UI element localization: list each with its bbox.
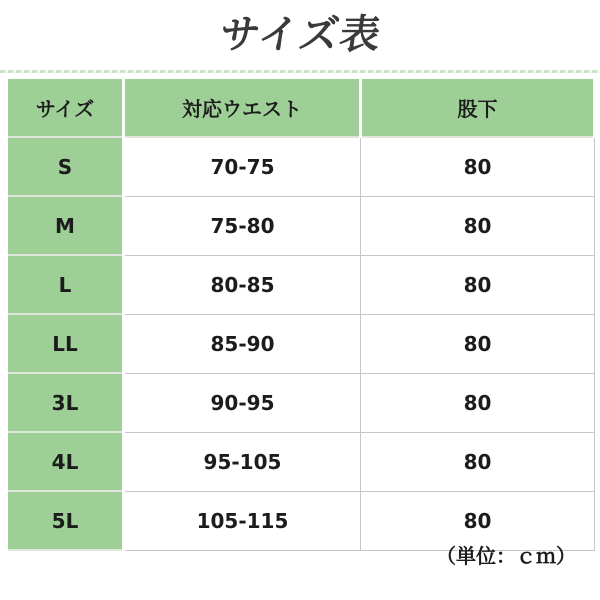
inseam-cell: 80: [361, 432, 595, 491]
inseam-cell: 80: [361, 255, 595, 314]
table-row: [7, 314, 595, 373]
waist-cell: 75-80: [124, 196, 361, 255]
waist-cell: 80-85: [124, 255, 361, 314]
table-header-row: [7, 78, 595, 138]
size-cell: LL: [7, 314, 124, 373]
column-header-inseam: 股下: [361, 78, 595, 138]
size-cell: M: [7, 196, 124, 255]
column-header-size: サイズ: [7, 78, 124, 138]
size-cell: 3L: [7, 373, 124, 432]
table-row: [7, 196, 595, 255]
waist-cell: 105-115: [124, 491, 361, 550]
size-cell: 4L: [7, 432, 124, 491]
column-header-waist: 対応ウエスト: [124, 78, 361, 138]
unit-note: （単位：ｃｍ）: [436, 544, 576, 568]
table-row: [7, 137, 595, 196]
size-cell: S: [7, 137, 124, 196]
size-table: [5, 76, 596, 551]
waist-cell: 70-75: [124, 137, 361, 196]
size-cell: L: [7, 255, 124, 314]
size-cell: 5L: [7, 491, 124, 550]
table-row: [7, 373, 595, 432]
waist-cell: 95-105: [124, 432, 361, 491]
table-row: [7, 255, 595, 314]
inseam-cell: 80: [361, 491, 595, 550]
page-title: [0, 6, 600, 64]
waist-cell: 85-90: [124, 314, 361, 373]
waist-cell: 90-95: [124, 373, 361, 432]
table-row: [7, 432, 595, 491]
inseam-cell: 80: [361, 137, 595, 196]
inseam-cell: 80: [361, 373, 595, 432]
title-divider-line: [0, 70, 600, 73]
page-title-text: サイズ表: [216, 12, 384, 58]
inseam-cell: 80: [361, 314, 595, 373]
inseam-cell: 80: [361, 196, 595, 255]
